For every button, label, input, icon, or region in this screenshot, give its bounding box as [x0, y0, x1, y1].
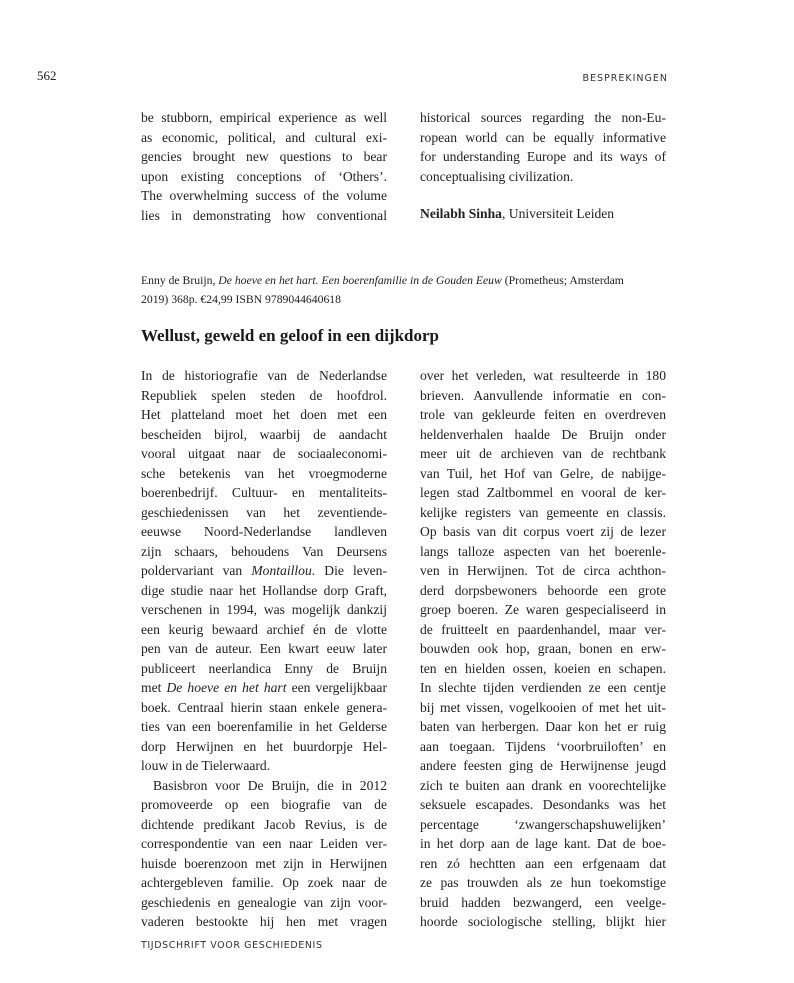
text-line: as economic, political, and cultural exi-: [141, 129, 387, 145]
text-line: [141, 561, 387, 581]
text-line: publiceert neerlandica Enny de Bruijn: [141, 660, 387, 676]
text-line: in het dorp aan de lage kant. Dat de boe-: [420, 836, 666, 851]
text-line: geschiedenis en genealogie van zijn voor-: [141, 894, 387, 910]
text-line: conceptualising civilization.: [420, 168, 574, 184]
text-line: louw in de Tielerwaard.: [141, 758, 271, 773]
text-line: zijn schaars, behoudens Van Deursens: [141, 543, 387, 559]
text-line: ten en hielden ossen, koeien en schapen.: [420, 660, 666, 676]
text-line: zich te buiten aan drank en voorechtelijke: [420, 777, 666, 793]
text-line: hoorde sociologische stelling, blijkt hier: [420, 914, 666, 929]
text-line: geschiedenissen van het zeventiende-: [141, 504, 387, 520]
reviewer-name: Neilabh Sinha: [420, 206, 502, 221]
text-line: huisde boerenzoon met zijn in Herwijnen: [141, 855, 387, 871]
text-line: baten van herbergen. Daar kon het er ruig: [420, 719, 666, 734]
text-line: vooral uitgaat naar de sociaaleconomi-: [141, 446, 387, 461]
text-line: boek. Centraal hierin staan enkele genera-: [141, 699, 387, 715]
text-line: Op basis van dit corpus voert zij de lezer: [420, 524, 666, 539]
text-line: promoveerde op een biografie van de: [141, 797, 387, 812]
text-line: Republiek spelen steden de hoofdrol.: [141, 387, 387, 403]
text-line: ropean world can be equally informative: [420, 129, 666, 145]
book-citation: [141, 271, 666, 309]
text-line: derd dorpsbewoners behoorde een grote: [420, 582, 666, 598]
text-line: gencies brought new questions to bear: [141, 149, 387, 164]
text-line: bij met vissen, vogelkooien of met het uit-: [420, 699, 666, 715]
text-line: over het verleden, wat resulteerde in 180: [420, 368, 666, 383]
text-fragment: poldervariant van: [141, 563, 252, 578]
text-line: pen van de auteur. Een kwart eeuw later: [141, 641, 387, 656]
text-line: percentage ‘zwangerschapshuwelijken’: [420, 816, 666, 832]
text-line: brieven. Aanvullende informatie en con-: [420, 387, 666, 403]
text-line: legen stad Zaltbommel en vooral de ker-: [420, 485, 666, 500]
text-line: andere feesten ging de Herwijnense jeugd: [420, 758, 666, 773]
text-line: sche betekenis van het vroegmoderne: [141, 465, 387, 481]
text-line: dige studie naar het Hollandse dorp Graft,: [141, 582, 387, 598]
text-line: upon existing conceptions of ‘Others’.: [141, 168, 387, 184]
citation-details: (Prometheus; Amsterdam: [501, 274, 624, 287]
page-number: 562: [37, 68, 57, 83]
reviewer-affiliation: , Universiteit Leiden: [501, 206, 615, 221]
text-line: lies in demonstrating how conventional: [141, 207, 387, 223]
text-fragment: met: [141, 680, 167, 695]
text-line: heldenverhalen haalde De Bruijn onder: [420, 426, 666, 442]
text-line: kelijke registers van gemeente en classis.: [420, 504, 666, 520]
text-line: trole van gekleurde feiten en overdreven: [420, 407, 666, 422]
reviewer-signature: [420, 204, 666, 224]
text-line: ren zó hechtten aan een erfgenaam dat: [420, 855, 666, 871]
citation-details-2: 2019) 368p. €24,99 ISBN 9789044640618: [141, 293, 341, 306]
text-line: langs talloze aspecten van het boerenle-: [420, 543, 666, 559]
text-fragment: . Die leven-: [311, 563, 387, 578]
text-line: ties van een boerenfamilie in het Gelderse: [141, 719, 387, 734]
text-line: bouwden ook hop, graan, bonen en erw-: [420, 641, 666, 656]
citation-title: De hoeve en het hart. Een boerenfamilie in de Gouden Eeuw: [218, 274, 502, 287]
text-fragment: een vergelijkbaar: [286, 680, 387, 695]
review-right-column: [420, 366, 666, 932]
running-head: BESPREKINGEN: [582, 73, 668, 84]
text-line: aan toegaan. Tijdens ‘voorbruiloften’ en: [420, 738, 666, 754]
text-line: dorp Herwijnen en het buurdorpje Hel-: [141, 738, 387, 754]
citation-author: Enny de Bruijn,: [141, 274, 219, 287]
text-line: een keurig bewaard archief én de vlotte: [141, 621, 387, 637]
text-line: Het platteland moet het doen met een: [141, 407, 387, 422]
text-line: The overwhelming success of the volume: [141, 188, 387, 203]
text-line: be stubborn, empirical experience as well: [141, 110, 387, 125]
previous-review-left-column: [141, 108, 387, 225]
review-title: Wellust, geweld en geloof in een dijkdorp: [141, 326, 439, 345]
text-line: historical sources regarding the non-Eu-: [420, 110, 666, 125]
text-line: Basisbron voor De Bruijn, die in 2012: [153, 777, 387, 793]
text-line: achtergebleven familie. Op zoek naar de: [141, 875, 387, 890]
text-line: de fruitteelt en paardenhandel, maar ver-: [420, 621, 666, 637]
text-line: bruid hadden bezwangerd, een veelge-: [420, 894, 666, 910]
text-line: vaderen bestookte hij hen met vragen: [141, 914, 387, 929]
review-left-column: [141, 366, 387, 932]
text-line: bescheiden bijrol, waarbij de aandacht: [141, 426, 387, 442]
text-line: eeuwse Noord-Nederlandse landleven: [141, 524, 387, 539]
text-line: seksuele escapades. Desondanks was het: [420, 797, 666, 812]
italic-title: Montaillou: [251, 563, 312, 578]
italic-title: De hoeve en het hart: [166, 680, 287, 695]
text-line: ze pas trouwden als ze hun toekomstige: [420, 875, 666, 890]
text-line: In de historiografie van de Nederlandse: [141, 368, 387, 383]
previous-review-right-column: [420, 108, 666, 224]
text-line: [141, 678, 387, 698]
text-line: boerenbedrijf. Cultuur- en mentaliteits-: [141, 485, 387, 500]
journal-footer: TIJDSCHRIFT VOOR GESCHIEDENIS: [141, 940, 323, 951]
text-line: dichtende predikant Jacob Revius, is de: [141, 816, 387, 832]
text-line: groep boeren. Ze waren gespecialiseerd in: [420, 602, 666, 617]
text-line: meer uit de archieven van de rechtbank: [420, 446, 666, 461]
text-line: In slechte tijden verdienden ze een centje: [420, 680, 666, 695]
text-line: correspondentie van een naar Leiden ver-: [141, 836, 387, 851]
text-line: van Tuil, het Hof van Gelre, de nabijge-: [420, 465, 666, 481]
text-line: for understanding Europe and its ways of: [420, 149, 666, 164]
text-line: verschenen in 1994, was mogelijk dankzij: [141, 602, 387, 617]
text-line: ven in Herwijnen. Tot de circa achthon-: [420, 563, 666, 578]
